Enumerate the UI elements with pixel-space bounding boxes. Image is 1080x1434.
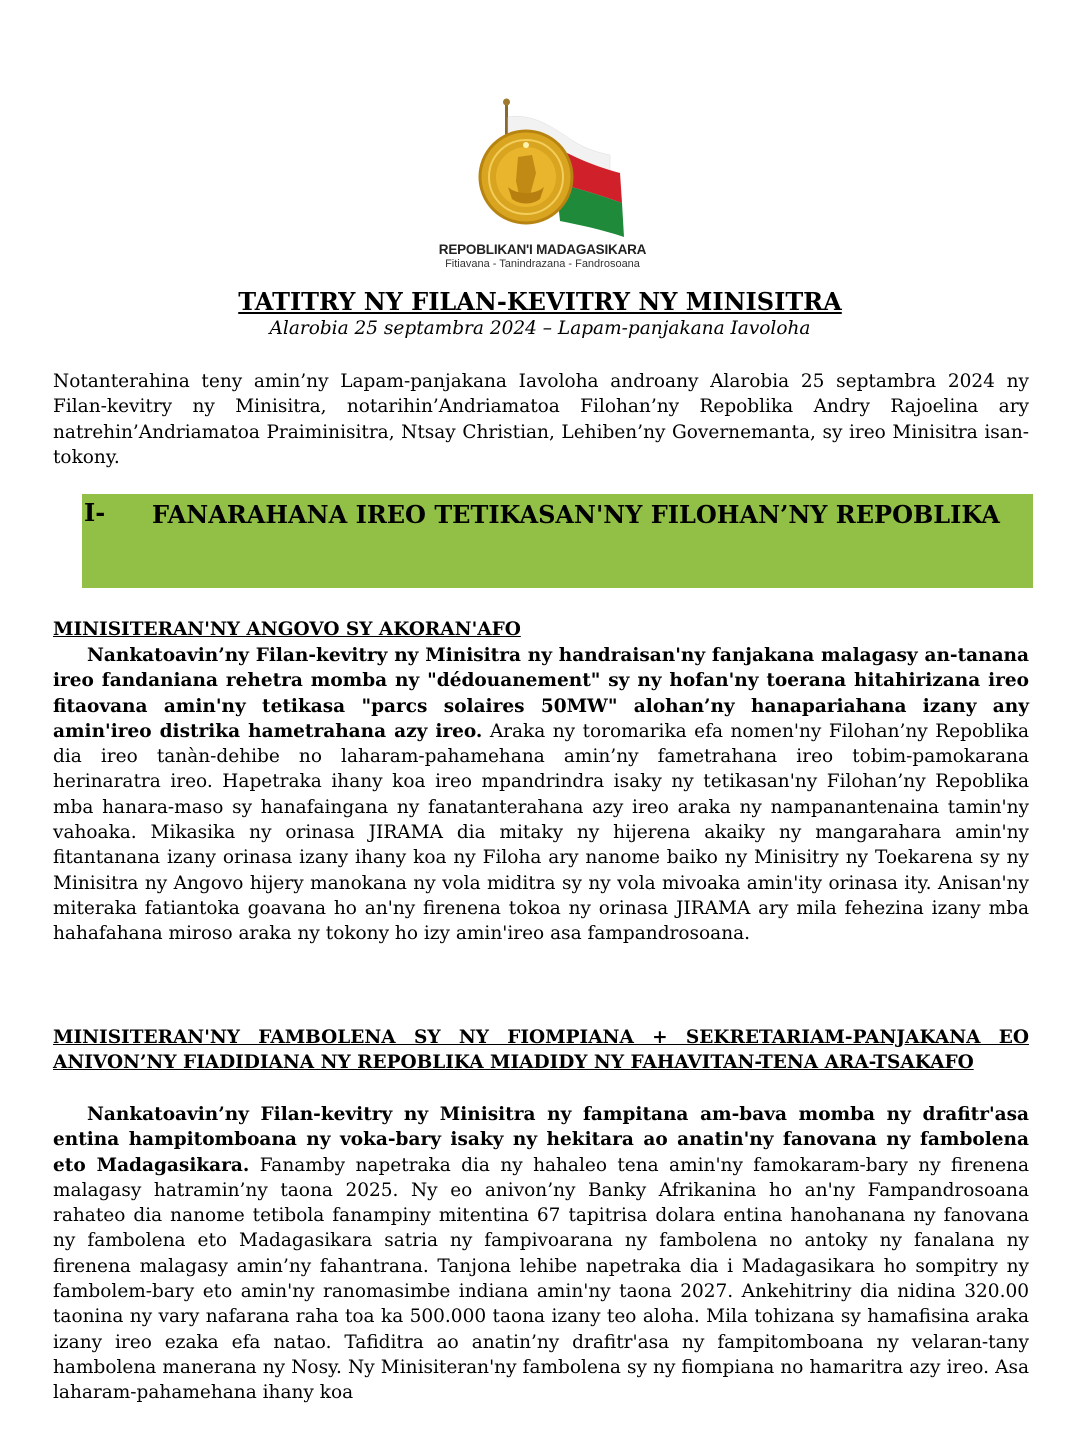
banner-title: FANARAHANA IREO TETIKASAN'NY FILOHAN’NY REPOBLIKA — [152, 500, 1000, 529]
logo-motto: Fitiavana - Tanindrazana - Fandrosoana — [445, 258, 640, 270]
section-banner — [82, 494, 1033, 588]
madagascar-emblem-icon — [460, 95, 628, 243]
section-paragraph-agriculture — [53, 1102, 1029, 1406]
decision-text: Nankatoavin’ny Filan-kevitry ny Minisitra ny fampitana am-bava momba ny drafitr'asa entina hampitomboana ny voka-bary isaky ny hekitara ao anatin'ny fanovana ny fambolena eto Madagasikara. — [53, 1104, 1029, 1176]
decision-text: Nankatoavin’ny Filan-kevitry ny Minisitra ny handraisan'ny fanjakana malagasy an-tanana ireo fandaniana rehetra momba ny "dédouanement" sy ny hofan'ny toerana hitahirizana ireo fitaovana amin'ny tetikasa "parcs solaires 50MW" alohan’ny hanapariahana izany any amin'ireo distrika hametrahana azy ireo. — [53, 645, 1029, 742]
logo-title: REPOBLIKAN'I MADAGASIKARA — [438, 242, 647, 257]
document-title: TATITRY NY FILAN-KEVITRY NY MINISITRA — [238, 287, 842, 316]
republic-logo — [420, 95, 665, 275]
body-text: Fanamby napetraka dia ny hahaleo tena amin'ny famokaram-bary ny firenena malagasy hatramin’ny taona 2025. Ny eo anivon’ny Banky Afrikanina ho an'ny Fampandrosoana rahateo dia nanome tetibola fanampiny mitentina 67 tapitrisa dolara entina hanohanana ny fanovana ny fambolena eto Madagasikara satria ny fampivoarana ny fambolena no antoky ny fanalana ny firenena malagasy amin’ny fahantrana. Tanjona lehibe napetraka dia i Madagasikara ho sompitry ny fambolem-bary eto amin'ny ranomasimbe indiana amin'ny taona 2027. Ankehitriny dia nidina 320.00 taonina ny vary nafarana raha toa ka 500.000 taona izany teo aloha. Mila tohizana sy hamafisina araka izany ireo ezaka efa natao. Tafiditra ao anatin’ny drafitr'asa ny fampitomboana ny velaran-tany hambolena manerana ny Nosy. Ny Minisiteran'ny fambolena sy ny fiompiana no hamaritra azy ireo. Asa laharam-pahamehana ihany koa — [53, 1154, 1029, 1404]
section-heading-agriculture: MINISITERAN'NY FAMBOLENA SY NY FIOMPIANA + SEKRETARIAM-PANJAKANA EO ANIVON’NY FIADIDIANA NY REPOBLIKA MIADIDY NY FAHAVITAN-TENA ARA-TSAKAFO — [53, 1027, 1029, 1073]
section-paragraph-energy — [53, 643, 1029, 947]
section-heading-energy: MINISITERAN'NY ANGOVO SY AKORAN'AFO — [53, 619, 521, 640]
banner-number: I- — [84, 498, 106, 527]
body-text: Araka ny toromarika efa nomen'ny Filohan’ny Repoblika dia ireo tanàn-dehibe no laharam-pahamehana amin’ny fametrahana ireo tobim-pamokarana herinaratra ireo. Hapetraka ihany koa ireo mpandrindra isaky ny tetikasan'ny Filohan’ny Repoblika mba hanara-maso sy hanafaingana ny fanatanterahana azy ireo araka ny nampanantenaina tamin'ny vahoaka. Mikasika ny orinasa JIRAMA dia mitaky ny hijerena akaiky ny mangarahara amin'ny fitantanana izany orinasa izany ihany koa ny Filoha ary nanome baiko ny Minisitry ny Toekarena sy ny Minisitra ny Angovo hijery manokana ny vola miditra sy ny vola mivoaka amin'ity orinasa ity. Anisan'ny miteraka fatiantoka goavana ho an'ny firenena tokoa ny orinasa JIRAMA ary mila fehezina izany mba hahafahana miroso araka ny tokony ho izy amin'ireo asa fampandrosoana. — [53, 720, 1029, 945]
document-date-line: Alarobia 25 septambra 2024 – Lapam-panjakana Iavoloha — [269, 318, 811, 339]
intro-paragraph: Notanterahina teny amin’ny Lapam-panjakana Iavoloha androany Alarobia 25 septambra 2024 ny Filan-kevitry ny Minisitra, notarihin’Andriamatoa Filohan’ny Repoblika Andry Rajoelina ary natrehin’Andriamatoa Praiminisitra, Ntsay Christian, Lehiben’ny Governemanta, sy ireo Minisitra isan-tokony. — [53, 371, 1029, 468]
